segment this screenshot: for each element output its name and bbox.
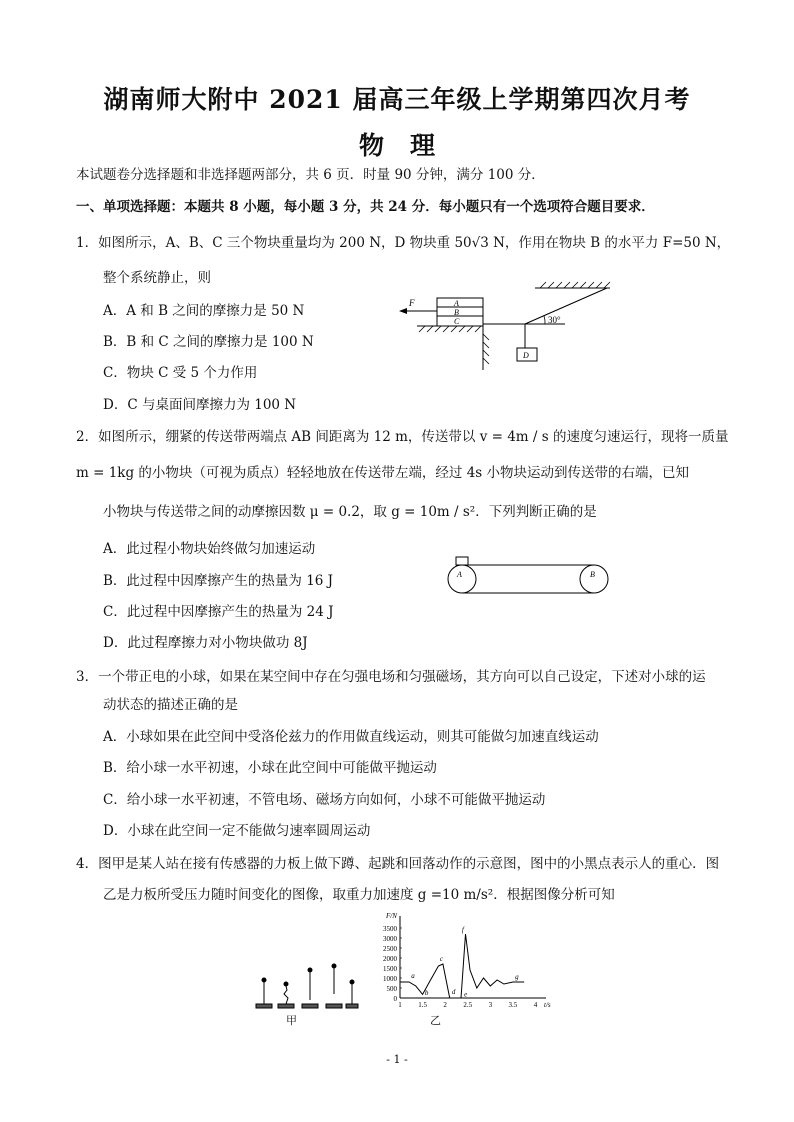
- q3-stem-cont: 动状态的描述正确的是: [103, 697, 238, 713]
- q3-option-a: A．小球如果在此空间中受洛伦兹力的作用做直线运动，则其可能做匀加速直线运动: [103, 729, 599, 745]
- q1-option-c: C．物块 C 受 5 个力作用: [103, 365, 258, 381]
- block-b-label: B: [454, 308, 459, 317]
- q2-option-b: B．此过程中因摩擦产生的热量为 16 J: [103, 573, 334, 589]
- y-tick-label: 2500: [383, 945, 397, 953]
- x-tick-label: 2: [443, 1001, 447, 1009]
- q3-option-d: D．小球在此空间一定不能做匀速率圆周运动: [103, 823, 371, 839]
- x-tick-label: 2.5: [463, 1001, 473, 1009]
- y-tick-label: 3500: [383, 925, 397, 933]
- x-axis-label: t/s: [544, 1001, 551, 1009]
- force-curve: [400, 934, 524, 998]
- x-tick-label: 1: [398, 1001, 402, 1009]
- q3-option-c: C．给小球一水平初速，不管电场、磁场方向如何，小球不可能做平抛运动: [103, 792, 546, 808]
- q2-stem-cont: m = 1kg 的小物块（可视为质点）轻轻地放在传送带左端，经过 4s 小物块运动到传送带的右端，已知: [76, 465, 689, 481]
- force-label: F: [409, 298, 415, 308]
- y-tick-label: 2000: [383, 955, 397, 963]
- q2-conveyor-figure: [444, 556, 614, 598]
- block-d-label: D: [523, 351, 529, 360]
- y-tick-label: 0: [393, 995, 397, 1003]
- point-annotation: d: [451, 988, 456, 996]
- point-annotation: b: [424, 989, 429, 997]
- x-tick-label: 3: [488, 1001, 493, 1009]
- q2-option-a: A．此过程小物块始终做匀加速运动: [103, 541, 316, 557]
- q2-stem: 2．如图所示，绷紧的传送带两端点 AB 间距离为 12 m，传送带以 v = 4m / s 的速度匀速运行，现将一质量: [76, 429, 729, 445]
- q2-stem-cont2: 小物块与传送带之间的动摩擦因数 μ = 0.2，取 g = 10m / s²．下列判断正确的是: [103, 504, 597, 520]
- q4-force-chart: [366, 910, 556, 1010]
- y-tick-label: 1500: [383, 965, 397, 973]
- point-annotation: g: [515, 973, 519, 981]
- x-tick-label: 1.5: [418, 1001, 427, 1009]
- q4-stem-cont: 乙是力板所受压力随时间变化的图像，取重力加速度 g =10 m/s²．根据图像分析可知: [103, 887, 615, 903]
- block-a-label: A: [454, 299, 459, 308]
- q1-stem: 1．如图所示，A、B、C 三个物块重量均为 200 N，D 物块重 50√3 N，作用在物块 B 的水平力 F=50 N，: [76, 235, 731, 251]
- q2-option-d: D．此过程摩擦力对小物块做功 8J: [103, 635, 308, 651]
- y-tick-label: 1000: [383, 975, 397, 983]
- point-annotation: a: [411, 972, 415, 980]
- point-annotation: f: [461, 926, 464, 934]
- section-heading: 一、单项选择题：本题共 8 小题，每小题 3 分，共 24 分．每小题只有一个选项符合题目要求．: [76, 199, 655, 215]
- q3-stem: 3．一个带正电的小球，如果在某空间中存在匀强电场和匀强磁场，其方向可以自己设定，下述对小球的运: [76, 669, 706, 685]
- point-annotation: e: [464, 990, 468, 999]
- page-number: - 1 -: [386, 1053, 408, 1066]
- q1-figure: [395, 280, 625, 372]
- q3-option-b: B．给小球一水平初速，小球在此空间中可能做平抛运动: [103, 760, 437, 776]
- x-tick-label: 4: [533, 1001, 538, 1009]
- intro-text: 本试题卷分选择题和非选择题两部分，共 6 页．时量 90 分钟，满分 100 分．: [76, 167, 545, 183]
- subject-title: 物理: [358, 131, 461, 160]
- figure-yi-label: 乙: [430, 1014, 441, 1027]
- point-b-label: B: [590, 570, 595, 579]
- page-title: 湖南师大附中 2021 届高三年级上学期第四次月考: [103, 85, 691, 114]
- q1-stem-cont: 整个系统静止，则: [103, 270, 211, 286]
- q1-option-a: A．A 和 B 之间的摩擦力是 50 N: [103, 303, 305, 319]
- point-a-label: A: [457, 570, 462, 579]
- y-axis-label: F/N: [386, 912, 397, 920]
- q4-figure-jia: [252, 960, 360, 1030]
- figure-jia-label: 甲: [286, 1014, 297, 1027]
- q1-option-b: B．B 和 C 之间的摩擦力是 100 N: [103, 334, 314, 350]
- point-annotation: c: [439, 955, 443, 963]
- angle-label: 30°: [548, 315, 561, 325]
- q4-stem: 4．图甲是某人站在接有传感器的力板上做下蹲、起跳和回落动作的示意图，图中的小黑点表示人的重心．图: [76, 856, 720, 872]
- x-tick-label: 3.5: [508, 1001, 518, 1009]
- q2-option-c: C．此过程中因摩擦产生的热量为 24 J: [103, 604, 334, 620]
- y-tick-label: 500: [386, 985, 397, 993]
- block-c-label: C: [454, 317, 460, 326]
- q1-option-d: D．C 与桌面间摩擦力为 100 N: [103, 397, 297, 413]
- y-tick-label: 3000: [383, 935, 397, 943]
